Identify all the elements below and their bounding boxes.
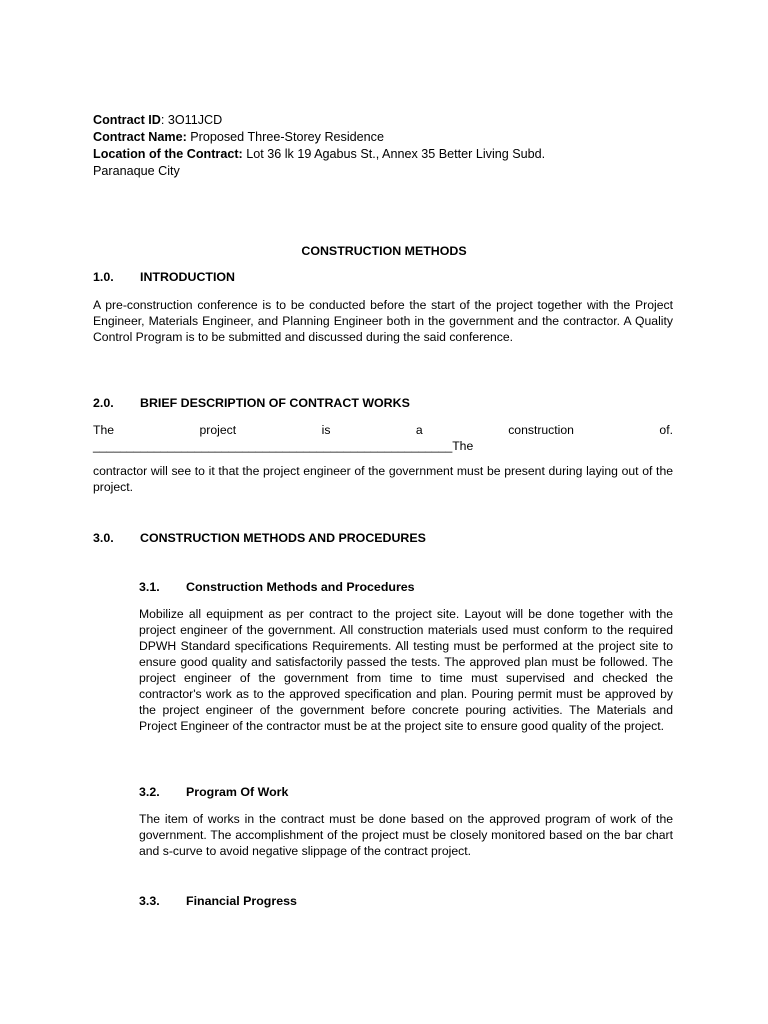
subsection-heading-construction-methods — [139, 580, 415, 594]
subsection-title: Program Of Work — [186, 785, 289, 799]
contract-id-value: : 3O11JCD — [160, 113, 223, 127]
word: is — [321, 423, 331, 437]
word: The — [93, 423, 115, 437]
word: a — [415, 423, 423, 437]
word: of. — [659, 423, 673, 437]
brief-description-first-line — [93, 422, 673, 438]
subsection-title: Financial Progress — [186, 894, 297, 908]
blank-fill-line: _____________________________________________________The — [93, 439, 474, 453]
section-number: 3.0. — [93, 531, 114, 545]
construction-methods-paragraph: Mobilize all equipment as per contract to the project site. Layout will be done together with the project engineer of the government. All construction materials used must conform to the required DPWH Standard specifications Requirements. All testing must be performed at the project site to ensure good quality and satisfactorily passed the tests. The approved plan must be followed. The project engineer of the government from time to time must supervised and checked the contractor's work as to the approved specification and plan. Pouring permit must be approved by the project engineer of the government before concrete pouring activities. The Materials and Project Engineer of the contractor must be at the project site to ensure good quality of the project. — [139, 607, 673, 733]
location-label: Location of the Contract: — [93, 147, 243, 161]
location-city: Paranaque City — [93, 164, 180, 178]
location-value: Lot 36 lk 19 Agabus St., Annex 35 Better Living Subd. — [242, 147, 546, 161]
contract-header — [93, 112, 693, 180]
contract-id-label: Contract ID — [93, 113, 161, 127]
location-line — [93, 146, 693, 163]
introduction-paragraph: A pre-construction conference is to be conducted before the start of the project together with the Project Engineer, Materials Engineer, and Planning Engineer both in the government and the contractor. A Quality Control Program is to be submitted and discussed during the said conference. — [93, 298, 673, 344]
section-heading-introduction — [93, 270, 235, 284]
section-title: BRIEF DESCRIPTION OF CONTRACT WORKS — [140, 396, 410, 410]
section-heading-brief-description — [93, 396, 410, 410]
section-number: 2.0. — [93, 396, 114, 410]
section-number: 1.0. — [93, 270, 114, 284]
subsection-number: 3.3. — [139, 894, 160, 908]
subsection-title: Construction Methods and Procedures — [186, 580, 415, 594]
section-heading-methods-procedures — [93, 531, 426, 545]
program-of-work-paragraph: The item of works in the contract must be done based on the approved program of work of the government. The accomplishment of the project must be closely monitored based on the bar chart and s-curve to avoid negative slippage of the contract project. — [139, 812, 673, 858]
contract-name-line — [93, 129, 693, 146]
subsection-heading-program-of-work — [139, 785, 288, 799]
section-title: CONSTRUCTION METHODS AND PROCEDURES — [140, 531, 426, 545]
subsection-number: 3.1. — [139, 580, 160, 594]
subsection-number: 3.2. — [139, 785, 160, 799]
contract-id-line — [93, 112, 693, 129]
subsection-heading-financial-progress — [139, 894, 297, 908]
contract-name-label: Contract Name: — [93, 130, 187, 144]
section-title: INTRODUCTION — [140, 270, 235, 284]
brief-description-paragraph: contractor will see to it that the project engineer of the government must be present during laying out of the project. — [93, 464, 673, 494]
word: construction — [508, 423, 574, 437]
contract-name-value: Proposed Three-Storey Residence — [186, 130, 384, 144]
word: project — [199, 423, 237, 437]
document-title: CONSTRUCTION METHODS — [301, 244, 467, 258]
